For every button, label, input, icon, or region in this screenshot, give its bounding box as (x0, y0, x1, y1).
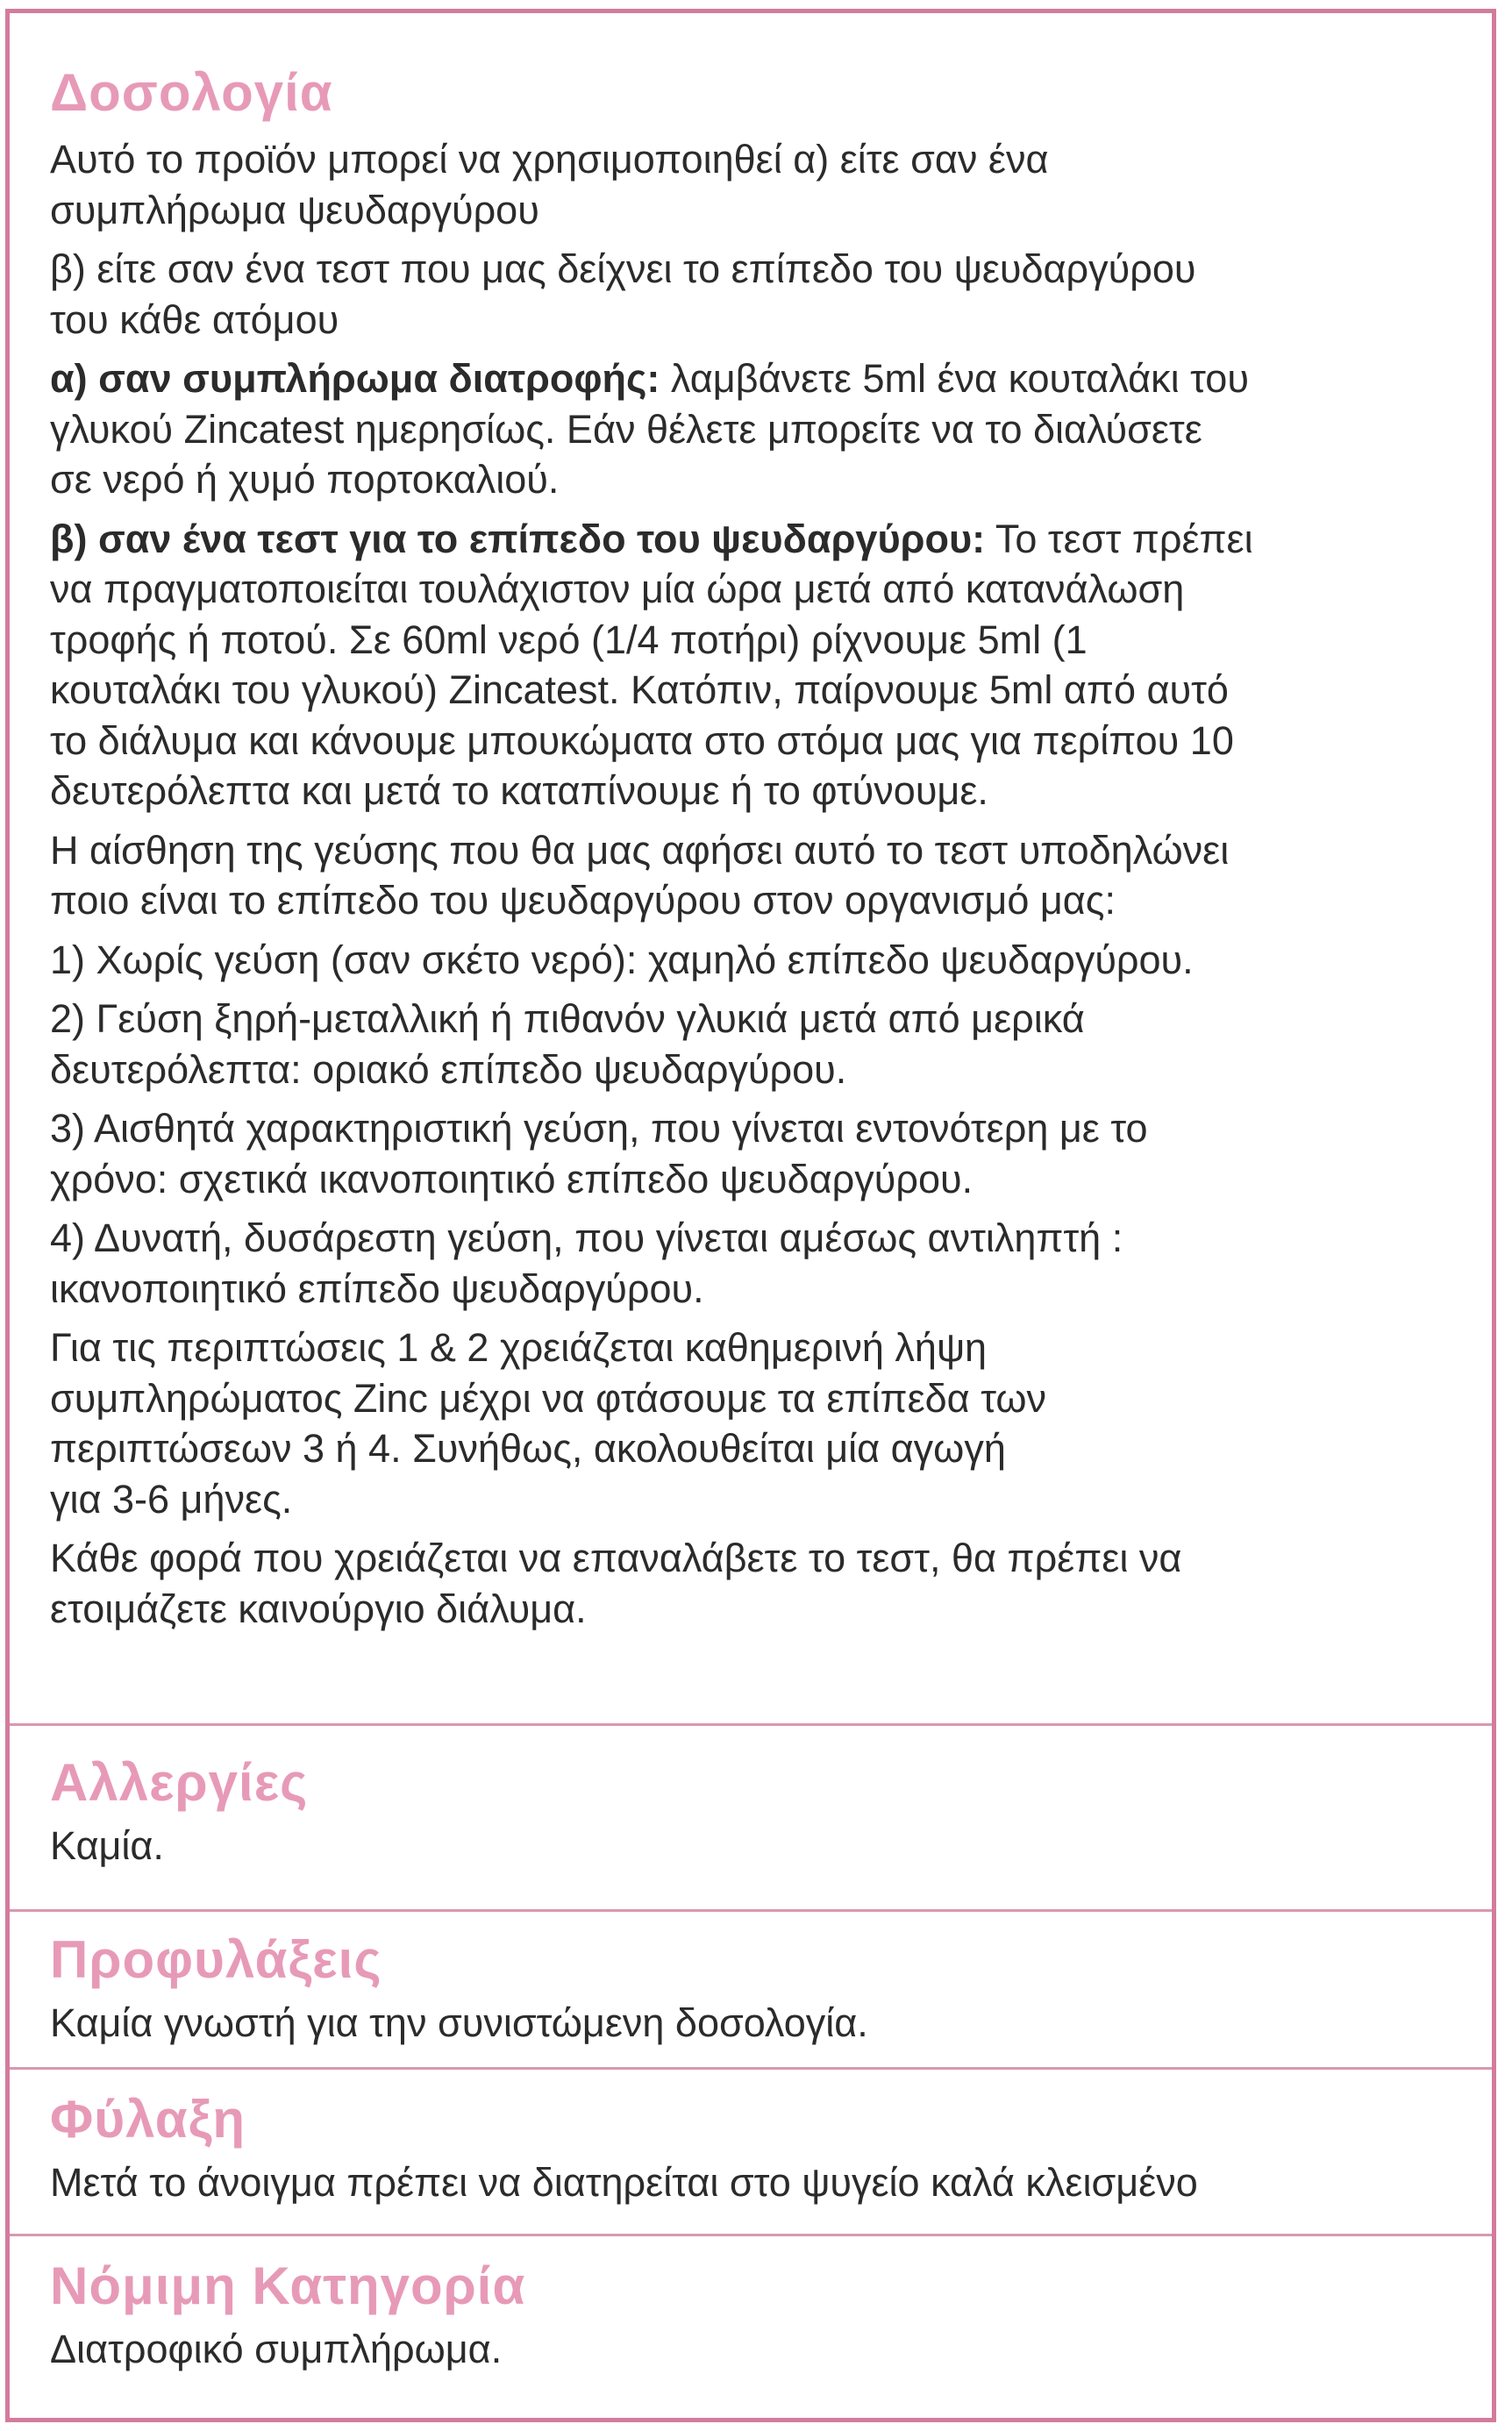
precautions-section (10, 1912, 1492, 2070)
dosage-test-label: β) σαν ένα τεστ για το επίπεδο του ψευδαργύρου: (50, 516, 986, 561)
legal-category-text: Διατροφικό συμπλήρωμα. (50, 2327, 503, 2371)
storage-text: Μετά το άνοιγμα πρέπει να διατηρείται στο ψυγείο καλά κλεισμένο (50, 2160, 1198, 2205)
dosage-level-3: 3) Αισθητά χαρακτηριστική γεύση, που γίνεται εντονότερη με το χρόνο: σχετικά ικανοποιητικό επίπεδο ψευδαργύρου. (50, 1106, 1148, 1201)
dosage-level-2: 2) Γεύση ξηρή-μεταλλική ή πιθανόν γλυκιά μετά από μερικά δευτερόλεπτα: οριακό επίπεδο ψευδαργύρου. (50, 996, 1085, 1092)
dosage-intro: Αυτό το προϊόν μπορεί να χρησιμοποιηθεί α) είτε σαν ένα συμπλήρωμα ψευδαργύρου (50, 137, 1049, 232)
precautions-text: Καμία γνωστή για την συνιστώμενη δοσολογία. (50, 2000, 868, 2045)
dosage-level-1: 1) Χωρίς γεύση (σαν σκέτο νερό): χαμηλό επίπεδο ψευδαργύρου. (50, 937, 1194, 982)
allergies-section (10, 1726, 1492, 1912)
dosage-supplement-text: λαμβάνετε 5ml ένα κουταλάκι του γλυκού Zincatest ημερησίως. Εάν θέλετε μπορείτε να το διαλύσετε σε νερό ή χυμό πορτοκαλιού. (50, 356, 1249, 502)
storage-heading: Φύλαξη (50, 2090, 246, 2149)
dosage-level-4: 4) Δυνατή, δυσάρεστη γεύση, που γίνεται αμέσως αντιληπτή : ικανοποιητικό επίπεδο ψευδαργύρου. (50, 1216, 1123, 1311)
dosage-supplement-label: α) σαν συμπλήρωμα διατροφής: (50, 356, 660, 401)
dosage-section (10, 13, 1492, 1726)
legal-category-heading: Νόμιμη Κατηγορία (50, 2256, 526, 2315)
leaflet-frame (5, 9, 1496, 2422)
allergies-heading: Αλλεργίες (50, 1753, 309, 1812)
allergies-text: Καμία. (50, 1823, 164, 1868)
dosage-taste-intro: Η αίσθηση της γεύσης που θα μας αφήσει αυτό το τεστ υποδηλώνει ποιο είναι το επίπεδο του ψευδαργύρου στον οργανισμό μας: (50, 827, 1230, 923)
dosage-test-text: Το τεστ πρέπει να πραγματοποιείται τουλάχιστον μία ώρα μετά από κατανάλωση τροφής ή ποτού. Σε 60ml νερό (1/4 ποτήρι) ρίχνουμε 5ml (1 κουταλάκι του γλυκού) Zincatest. Κατόπιν, παίρνουμε 5ml από αυτό το διάλυμα και κάνουμε μπουκώματα στο στόμα μας για περίπου 10 δευτερόλεπτα και μετά το καταπίνουμε ή το φτύνουμε. (50, 516, 1253, 813)
storage-section (10, 2070, 1492, 2236)
precautions-heading: Προφυλάξεις (50, 1930, 382, 1989)
dosage-treatment: Για τις περιπτώσεις 1 & 2 χρειάζεται καθημερινή λήψη συμπληρώματος Zinc μέχρι να φτάσουμε τα επίπεδα των περιπτώσεων 3 ή 4. Συνήθως, ακολουθείται μία αγωγή για 3-6 μήνες. (50, 1325, 1046, 1522)
dosage-supplement-paragraph (50, 353, 1466, 505)
dosage-test-paragraph (50, 514, 1466, 816)
dosage-repeat-note: Κάθε φορά που χρειάζεται να επαναλάβετε το τεστ, θα πρέπει να ετοιμάζετε καινούργιο διάλυμα. (50, 1536, 1182, 1631)
legal-category-section (10, 2236, 1492, 2420)
dosage-heading: Δοσολογία (50, 63, 333, 122)
dosage-test-intro: β) είτε σαν ένα τεστ που μας δείχνει το επίπεδο του ψευδαργύρου του κάθε ατόμου (50, 246, 1196, 342)
